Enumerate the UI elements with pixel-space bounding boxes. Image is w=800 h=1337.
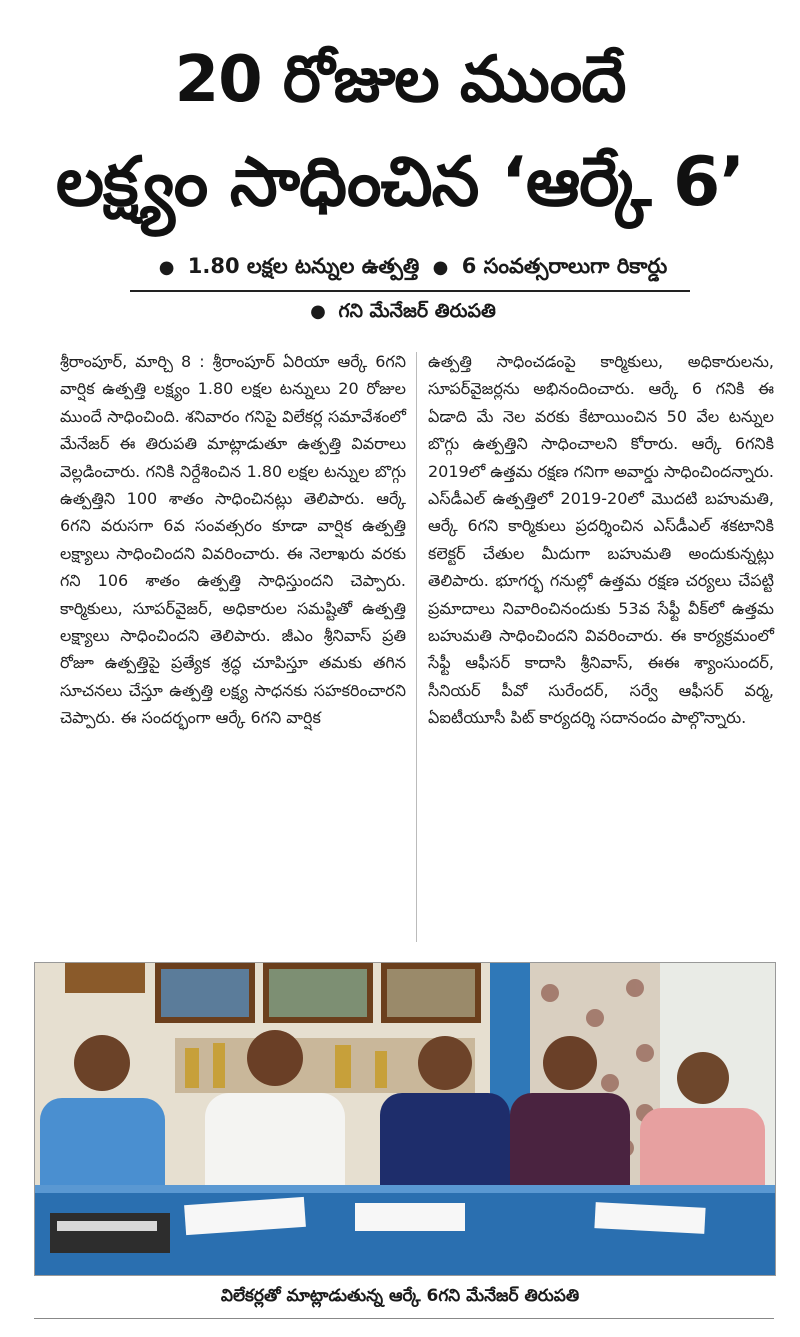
headline-line-1: 20 రోజుల ముందే	[174, 43, 626, 117]
article-column-right	[428, 348, 774, 732]
bullet-icon: ●	[310, 301, 326, 322]
bottom-rule	[34, 1318, 774, 1319]
highlights-strip	[130, 254, 690, 292]
highlight-production: 1.80 లక్షల టన్నుల ఉత్పత్తి	[187, 254, 420, 278]
byline-text: గని మేనేజర్ తిరుపతి	[338, 300, 496, 322]
article-right-text: ఉత్పత్తి సాధించడంపై కార్మికులు, అధికారులను, సూపర్‌వైజర్లను అభినందించారు. ఆర్కే 6 గనికి ఈ ఏడాది మే నెల వరకు కేటాయించిన 50 వేల టన్నుల బొగ్గు ఉత్పత్తిని సాధించాలని కోరారు. ఆర్కే 6గనికి 2019లో ఉత్తమ రక్షణ గనిగా అవార్డు సాధించిందన్నారు. ఎస్‌డీఎల్ ఉత్పత్తిలో 2019-20లో మొదటి బహుమతి, ఆర్కే 6గని కార్మికులు ప్రదర్శించిన ఎస్‌డీఎల్ శకటానికి కలెక్టర్ చేతుల మీదుగా బహుమతి అందుకున్నట్లు తెలిపారు. భూగర్భ గనుల్లో ఉత్తమ రక్షణ చర్యలు చేపట్టి ప్రమాదాలు నివారించినందుకు 53వ సేఫ్టీ వీక్‌లో ఉత్తమ బహుమతి సాధించిందని వివరించారు. ఈ కార్యక్రమంలో సేఫ్టీ ఆఫీసర్ కాదాసి శ్రీనివాస్, ఈఈ శ్యాంసుందర్, సీనియర్ పీవో సురేందర్, సర్వే ఆఫీసర్ వర్మ, ఏఐటీయూసీ పిట్ కార్యదర్శి సదానందం పాల్గొన్నారు.	[428, 352, 774, 728]
photo-caption: విలేకర్లతో మాట్లాడుతున్న ఆర్కే 6గని మేనేజర్ తిరుపతి	[220, 1286, 580, 1306]
headline-line-2: లక్ష్యం సాధించిన ‘ఆర్కే 6’	[55, 143, 745, 222]
article-left-text: శ్రీరాంపూర్, మార్చి 8 : శ్రీరాంపూర్ ఏరియా ఆర్కే 6గని వార్షిక ఉత్పత్తి లక్ష్యం 1.80 లక్షల టన్నులు 20 రోజుల ముందే సాధించింది. శనివారం గనిపై విలేకర్ల సమావేశంలో మేనేజర్ ఈ తిరుపతి మాట్లాడుతూ ఉత్పత్తి వివరాలు వెల్లడించారు. గనికి నిర్దేశించిన 1.80 లక్షల టన్నుల బొగ్గు ఉత్పత్తిని 100 శాతం సాధించినట్లు తెలిపారు. ఆర్కే 6గని వరుసగా 6వ సంవత్సరం కూడా వార్షిక ఉత్పత్తి లక్ష్యాలు సాధించిందని వివరించారు. ఈ నెలాఖరు వరకు గని 106 శాతం ఉత్పత్తి సాధిస్తుందని చెప్పారు. కార్మికులు, సూపర్‌వైజర్, అధికారుల సమష్టితో ఉత్పత్తి లక్ష్యాలు సాధించిందని తెలిపారు. జీఎం శ్రీనివాస్ ప్రతి రోజూ ఉత్పత్తిపై ప్రత్యేక శ్రద్ధ చూపిస్తూ తమకు తగిన సూచనలు చేస్తూ ఉత్పత్తి లక్ష్య సాధనకు సహకరించారని చెప్పారు. ఈ సందర్భంగా ఆర్కే 6గని వార్షిక	[60, 352, 406, 728]
bullet-icon: ●	[432, 257, 449, 278]
article-column-left	[60, 348, 406, 732]
press-meet-illustration	[35, 963, 775, 1275]
column-divider	[416, 352, 417, 942]
bullet-icon: ●	[158, 257, 175, 278]
highlight-record: 6 సంవత్సరాలుగా రికార్డు	[461, 254, 668, 278]
news-photo	[34, 962, 776, 1276]
byline	[0, 300, 800, 327]
